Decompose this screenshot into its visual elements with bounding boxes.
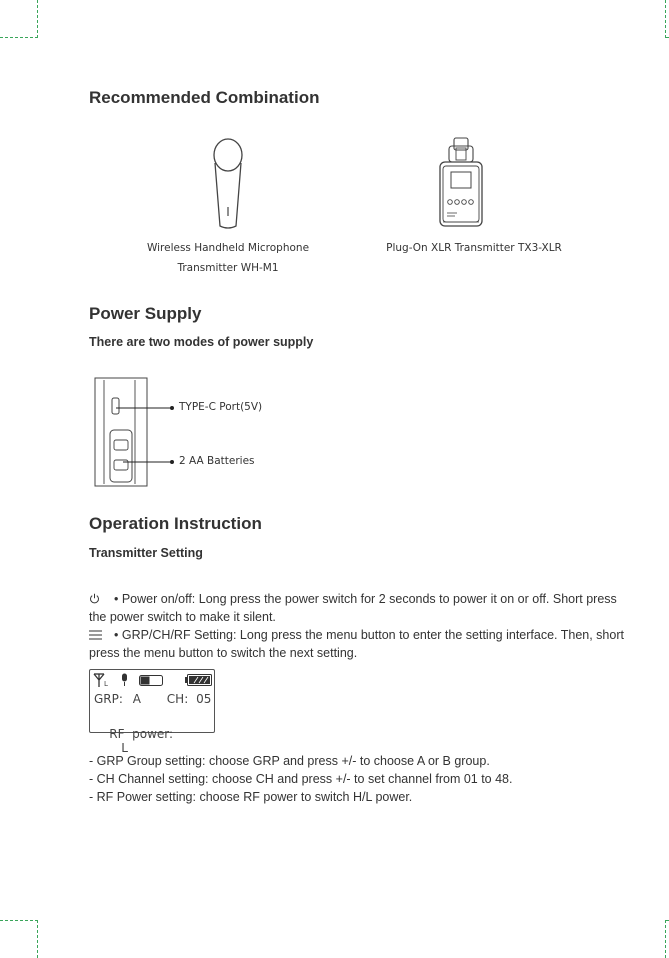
menu-instruction-paragraph (89, 626, 624, 662)
antenna-icon (93, 673, 111, 688)
mic-caption-line1: Wireless Handheld Microphone (146, 242, 310, 254)
antenna-sub-label: L (104, 680, 108, 688)
battery-icon (185, 674, 213, 686)
xlr-transmitter-illustration (437, 138, 485, 230)
menu-instruction-text: • GRP/CH/RF Setting: Long press the menu button to enter the setting interface. Then, short press the menu button to switch the next setting. (89, 628, 624, 660)
label-aa-batteries: 2 AA Batteries (179, 455, 255, 467)
crop-mark-bottom-right (665, 920, 669, 958)
section-subtitle-transmitter-setting: Transmitter Setting (89, 546, 203, 560)
power-supply-diagram (95, 378, 275, 488)
label-typec-port: TYPE-C Port(5V) (179, 401, 263, 413)
mic-caption (128, 238, 328, 278)
lcd-ch-value: 05 (196, 692, 212, 706)
crop-mark-bottom-left (0, 920, 38, 958)
section-title-power: Power Supply (89, 304, 202, 323)
section-title-operation: Operation Instruction (89, 514, 262, 533)
list-item-grp: - GRP Group setting: choose GRP and press +/- to choose A or B group. (89, 754, 490, 768)
list-item-rf: - RF Power setting: choose RF power to switch H/L power. (89, 790, 413, 804)
handheld-microphone-illustration (205, 137, 251, 229)
lcd-grp-value: A (132, 692, 141, 706)
lcd-ch-label: CH: (166, 692, 189, 706)
section-title-combination: Recommended Combination (89, 88, 320, 107)
xlr-caption: Plug-On XLR Transmitter TX3-XLR (386, 242, 562, 254)
menu-icon (89, 630, 102, 640)
power-icon (89, 593, 100, 604)
lcd-grp-label: GRP: (94, 692, 123, 706)
toggle-indicator-icon (139, 675, 165, 686)
power-instruction-paragraph (89, 590, 624, 626)
lcd-rf-value: L (121, 741, 128, 755)
crop-mark-top-right (665, 0, 669, 38)
microphone-icon (120, 673, 129, 687)
power-instruction-text: • Power on/off: Long press the power switch for 2 seconds to power it on or off. Short press the power switch to make it silent. (89, 592, 617, 624)
lcd-rf-label: RF power: (109, 727, 174, 741)
settings-list (89, 752, 624, 806)
lcd-screen (89, 669, 215, 755)
mic-caption-line2: Transmitter WH-M1 (177, 262, 279, 274)
list-item-ch: - CH Channel setting: choose CH and press +/- to set channel from 01 to 48. (89, 772, 513, 786)
crop-mark-top-left (0, 0, 38, 38)
lcd-row-grp-ch (94, 692, 211, 706)
section-subtitle-power: There are two modes of power supply (89, 335, 314, 349)
